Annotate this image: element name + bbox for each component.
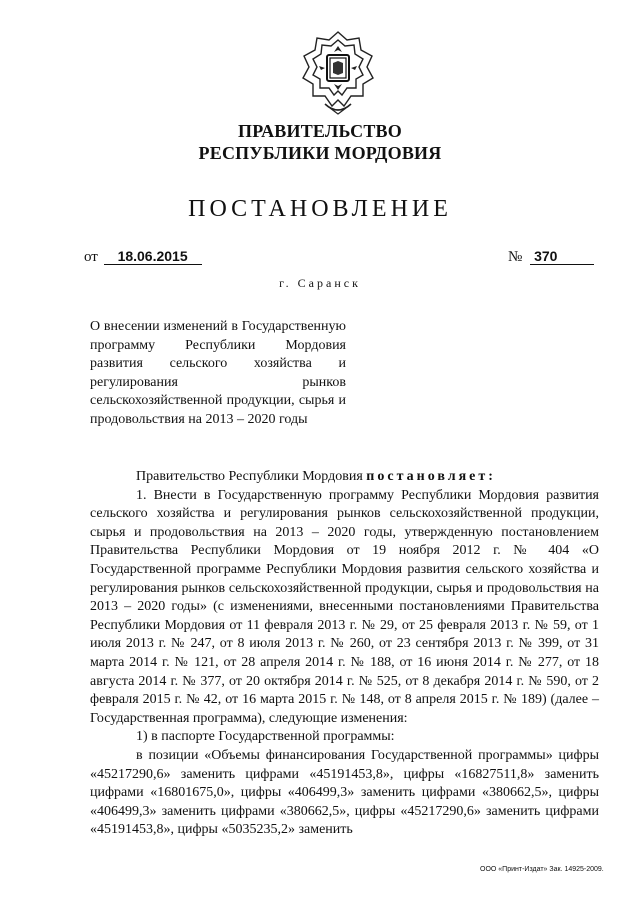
decree-number bbox=[508, 248, 594, 266]
date-prefix: от bbox=[84, 249, 98, 265]
item-1-1-paragraph: 1) в паспорте Государственной программы: bbox=[136, 729, 395, 745]
city-line: г. Саранск bbox=[279, 276, 361, 290]
government-title bbox=[0, 120, 640, 164]
government-title-line2: РЕСПУБЛИКИ МОРДОВИЯ bbox=[198, 143, 442, 163]
intro-text: Правительство Республики Мордовия bbox=[136, 469, 363, 484]
decree-subject: О внесении изменений в Государственную программу Республики Мордовия развития сельского хозяйства и регулирования рынков сельскохозяйственной продукции, сырья и продовольствия на 2013 – 2020 годы bbox=[90, 319, 346, 427]
decree-date bbox=[84, 248, 202, 266]
intro-paragraph bbox=[90, 468, 599, 487]
item-1-1-text-paragraph: в позиции «Объемы финансирования Государственной программы» цифры «45217290,6» заменить цифрами «45191453,8», цифры «16827511,8» заменить цифрами «16801675,0», цифры «406499,3» заменить цифрами «380662,5», цифры «406499,3» заменить цифрами «380662,5», цифры «45217290,6» заменить цифрами «45191453,8», цифры «5035235,2» заменить bbox=[90, 747, 599, 838]
government-title-line1: ПРАВИТЕЛЬСТВО bbox=[238, 121, 402, 141]
decree-body bbox=[90, 468, 599, 840]
document-type: ПОСТАНОВЛЕНИЕ bbox=[188, 196, 452, 222]
intro-spaced-word: постановляет: bbox=[366, 469, 496, 484]
number-prefix: № bbox=[508, 249, 523, 265]
printer-footer: ООО «Принт-Издат» Зак. 14925-2009. bbox=[480, 866, 604, 873]
republic-emblem-icon bbox=[297, 28, 379, 120]
number-value: 370 bbox=[530, 248, 594, 265]
item-1-paragraph: 1. Внести в Государственную программу Республики Мордовия развития сельского хозяйства и регулирования рынков сельскохозяйственной продукции, сырья и продовольствия на 2013 – 2020 годы, утвержденную постановлением Правительства Республики Мордовия от 19 ноября 2012 г. № 404 «О Государственной программе Республики Мордовия развития сельского хозяйства и регулирования рынков сельскохозяйственной продукции, сырья и продовольствия на 2013 – 2020 годы» (с изменениями, внесенными постановлениями Правительства Республики Мордовия от 11 февраля 2013 г. № 29, от 25 февраля 2013 г. № 59, от 1 июля 2013 г. № 247, от 8 июля 2013 г. № 260, от 23 сентября 2013 г. № 399, от 31 марта 2014 г. № 121, от 28 апреля 2014 г. № 188, от 16 июня 2014 г. № 277, от 18 августа 2014 г. № 377, от 20 октября 2014 г. № 525, от 8 декабря 2014 г. № 590, от 2 февраля 2015 г. № 42, от 16 марта 2015 г. № 148, от 8 апреля 2015 г. № 189) (далее – Государственная программа), следующие изменения: bbox=[90, 487, 599, 726]
date-value: 18.06.2015 bbox=[104, 248, 202, 265]
